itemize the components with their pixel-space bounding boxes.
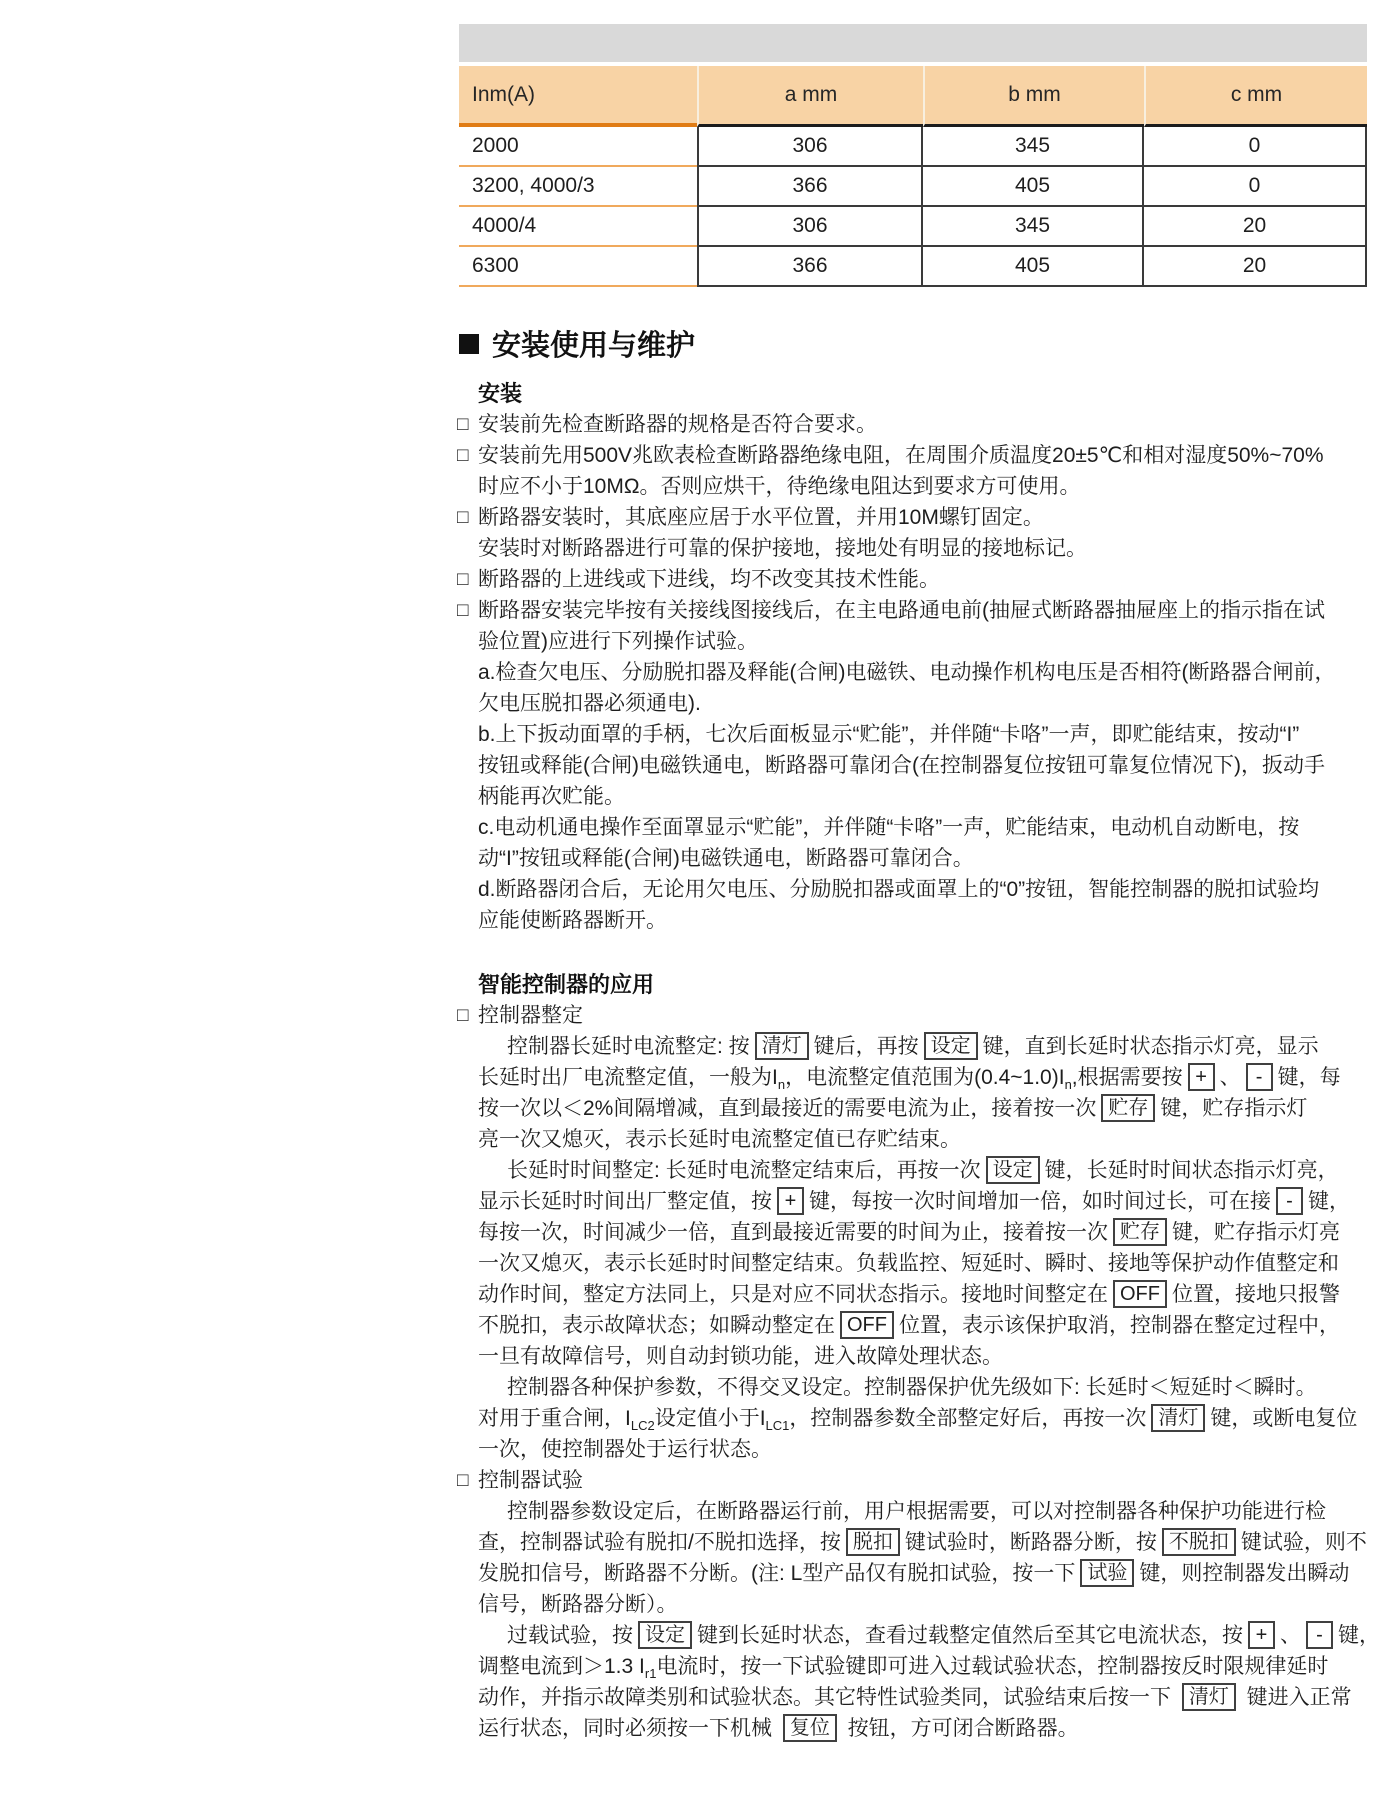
text-line: c.电动机通电操作至面罩显示“贮能”，并伴随“卡咯”一声，贮能结束，电动机自动断电，按: [478, 816, 1300, 839]
text-line: □ 控制器试验: [459, 1465, 1374, 1496]
text-line: 过载试验，按 设定 键到长延时状态，查看过载整定值然后至其它电流状态，按 + 、 - 键，: [459, 1620, 1374, 1651]
text-line: 运行状态，同时必须按一下机械 复位 按钮，方可闭合断路器。: [459, 1713, 1374, 1744]
key-button-label: 清灯: [1182, 1683, 1236, 1711]
table-cell: 20: [1144, 247, 1367, 287]
key-button-label: 脱扣: [846, 1528, 900, 1556]
text-line: 动“I”按钮或释能(合闸)电磁铁通电，断路器可靠闭合。: [478, 847, 974, 870]
subscript-text: LC1: [765, 1418, 790, 1434]
table-row: [459, 247, 1367, 287]
text-line: □ 安装前先检查断路器的规格是否符合要求。: [459, 409, 1374, 440]
text-line: 按一次以＜2%间隔增减，直到最接近的需要电流为止，接着按一次 贮存 键，贮存指示灯: [459, 1093, 1374, 1124]
text-line: 不脱扣，表示故障状态；如瞬动整定在 OFF 位置，表示该保护取消，控制器在整定过程中，: [459, 1310, 1374, 1341]
table-body: [459, 127, 1367, 287]
subscript-text: n: [777, 1077, 786, 1093]
key-button-label: 清灯: [755, 1032, 809, 1060]
subscript-text: r1: [644, 1666, 657, 1682]
text-line: 对用于重合闸，$I_{LC2}$设定值小于$I_{LC1}$，控制器参数全部整定好后，再按一次 清灯 键，或断电复位: [459, 1403, 1374, 1434]
text-line: □ 安装前先用500V兆欧表检查断路器绝缘电阻，在周围介质温度20±5℃和相对湿度50%~70%: [459, 440, 1374, 471]
table-cell: 366: [697, 247, 923, 287]
text-line: 安装时对断路器进行可靠的保护接地，接地处有明显的接地标记。: [478, 537, 1087, 560]
table-header-cell: a mm: [697, 66, 923, 127]
key-button-label: 不脱扣: [1162, 1528, 1236, 1556]
text-line: 一次又熄灭，表示长延时时间整定结束。负载监控、短延时、瞬时、接地等保护动作值整定和: [478, 1252, 1339, 1275]
text-line: 长延时出厂电流整定值，一般为$I_n$，电流整定值范围为$(0.4\sim 1.0)I_n$,根据需要按 + 、 - 键，每: [459, 1062, 1374, 1093]
text-line: 调整电流到＞1.3 $I_{r1}$电流时，按一下试验键即可进入过载试验状态，控制器按反时限规律延时: [478, 1655, 1329, 1682]
text-line: 控制器长延时电流整定: 按 清灯 键后，再按 设定 键，直到长延时状态指示灯亮，显示: [459, 1031, 1374, 1062]
key-button-label: +: [1188, 1063, 1215, 1091]
table-cell: 6300: [459, 247, 697, 287]
text-line: 时应不小于10MΩ。否则应烘干，待绝缘电阻达到要求方可使用。: [478, 475, 1081, 498]
square-bullet-icon: □: [457, 507, 469, 528]
square-bullet-icon: □: [457, 414, 469, 435]
text-line: 控制器参数设定后，在断路器运行前，用户根据需要，可以对控制器各种保护功能进行检: [507, 1500, 1326, 1523]
key-button-label: -: [1246, 1063, 1273, 1091]
text-line: 每按一次，时间减少一倍，直到最接近需要的时间为止，接着按一次 贮存 键，贮存指示灯亮: [459, 1217, 1374, 1248]
table-cell: 0: [1144, 127, 1367, 167]
text-line: □ 断路器安装完毕按有关接线图接线后，在主电路通电前(抽屉式断路器抽屉座上的指示指在试: [459, 595, 1374, 626]
section-title-text: 安装使用与维护: [492, 330, 696, 362]
text-line: □ 控制器整定: [459, 1000, 1374, 1031]
table-header-cell: c mm: [1144, 66, 1367, 127]
text-line: 长延时时间整定: 长延时电流整定结束后，再按一次 设定 键，长延时时间状态指示灯亮，: [459, 1155, 1374, 1186]
key-button-label: OFF: [1113, 1280, 1167, 1308]
text-line: a.检查欠电压、分励脱扣器及释能(合闸)电磁铁、电动操作机构电压是否相符(断路器合闸前，: [478, 661, 1336, 684]
key-button-label: 设定: [924, 1032, 978, 1060]
key-button-label: +: [1248, 1621, 1275, 1649]
key-button-label: 贮存: [1101, 1094, 1155, 1122]
table-cell: 3200, 4000/3: [459, 167, 697, 207]
key-button-label: +: [777, 1187, 804, 1215]
text-line: 按钮或释能(合闸)电磁铁通电，断路器可靠闭合(在控制器复位按钮可靠复位情况下)，扳动手: [478, 754, 1325, 777]
key-button-label: -: [1306, 1621, 1333, 1649]
key-button-label: OFF: [840, 1311, 894, 1339]
table-header-cell: Inm(A): [459, 66, 697, 127]
table-cell: 405: [923, 247, 1144, 287]
text-line: 柄能再次贮能。: [478, 785, 625, 808]
text-line: 一旦有故障信号，则自动封锁功能，进入故障处理状态。: [478, 1345, 1003, 1368]
text-line: 控制器各种保护参数，不得交叉设定。控制器保护优先级如下: 长延时＜短延时＜瞬时。: [507, 1376, 1317, 1399]
square-bullet-icon: □: [457, 569, 469, 590]
document-body: [457, 24, 1380, 1744]
key-button-label: 设定: [986, 1156, 1040, 1184]
table-cell: 4000/4: [459, 207, 697, 247]
key-button-label: -: [1276, 1187, 1303, 1215]
square-bullet-icon: □: [457, 600, 469, 621]
text-line: 一次，使控制器处于运行状态。: [478, 1438, 772, 1461]
text-line: 应能使断路器断开。: [478, 909, 667, 932]
text-line: 显示长延时时间出厂整定值，按 + 键，每按一次时间增加一倍，如时间过长，可在接 - 键，: [459, 1186, 1374, 1217]
text-line: □ 断路器安装时，其底座应居于水平位置，并用10M螺钉固定。: [459, 502, 1374, 533]
key-button-label: 贮存: [1113, 1218, 1167, 1246]
subscript-text: n: [1064, 1077, 1072, 1093]
table-cell: 405: [923, 167, 1144, 207]
square-bullet-icon: □: [457, 1470, 469, 1491]
table-cell: 366: [697, 167, 923, 207]
table-cell: 20: [1144, 207, 1367, 247]
table-row: [459, 167, 1367, 207]
black-square-icon: [459, 334, 479, 354]
text-line: 动作时间，整定方法同上，只是对应不同状态指示。接地时间整定在 OFF 位置，接地只报警: [459, 1279, 1374, 1310]
table-cell: 306: [697, 207, 923, 247]
table-header-cell: b mm: [923, 66, 1144, 127]
section-title: [459, 323, 1374, 364]
text-line: 信号，断路器分断）。: [478, 1593, 678, 1616]
text-line: 亮一次又熄灭，表示长延时电流整定值已存贮结束。: [478, 1128, 961, 1151]
text-line: 查，控制器试验有脱扣/不脱扣选择，按 脱扣 键试验时，断路器分断，按 不脱扣 键试验，则不: [459, 1527, 1374, 1558]
table-cell: 345: [923, 127, 1144, 167]
table-row: [459, 207, 1367, 247]
subsection-heading: 安装: [478, 381, 523, 406]
text-line: b.上下扳动面罩的手柄，七次后面板显示“贮能”，并伴随“卡咯”一声，即贮能结束，按动“I”: [478, 723, 1300, 746]
square-bullet-icon: □: [457, 445, 469, 466]
text-content: [457, 378, 1380, 1744]
subsection-heading: 智能控制器的应用: [478, 972, 655, 997]
key-button-label: 试验: [1080, 1559, 1134, 1587]
text-line: 发脱扣信号，断路器不分断。(注: L型产品仅有脱扣试验，按一下 试验 键，则控制器发出瞬动: [459, 1558, 1374, 1589]
table-cell: 2000: [459, 127, 697, 167]
table-cell: 306: [697, 127, 923, 167]
table-cell: 0: [1144, 167, 1367, 207]
key-button-label: 设定: [638, 1621, 692, 1649]
square-bullet-icon: □: [457, 1005, 469, 1026]
key-button-label: 复位: [783, 1714, 837, 1742]
text-line: d.断路器闭合后，无论用欠电压、分励脱扣器或面罩上的“0”按钮，智能控制器的脱扣试验均: [478, 878, 1320, 901]
dimensions-table: [459, 66, 1367, 287]
table-cell: 345: [923, 207, 1144, 247]
text-line: 验位置)应进行下列操作试验。: [478, 630, 758, 653]
text-line: 欠电压脱扣器必须通电).: [478, 692, 701, 715]
key-button-label: 清灯: [1151, 1404, 1205, 1432]
text-line: □ 断路器的上进线或下进线，均不改变其技术性能。: [459, 564, 1374, 595]
subscript-text: LC2: [630, 1418, 655, 1434]
text-line: 动作，并指示故障类别和试验状态。其它特性试验类同，试验结束后按一下 清灯 键进入正常: [459, 1682, 1374, 1713]
table-top-band: [459, 24, 1367, 62]
table-row: [459, 127, 1367, 167]
table-header-row: [459, 66, 1367, 127]
